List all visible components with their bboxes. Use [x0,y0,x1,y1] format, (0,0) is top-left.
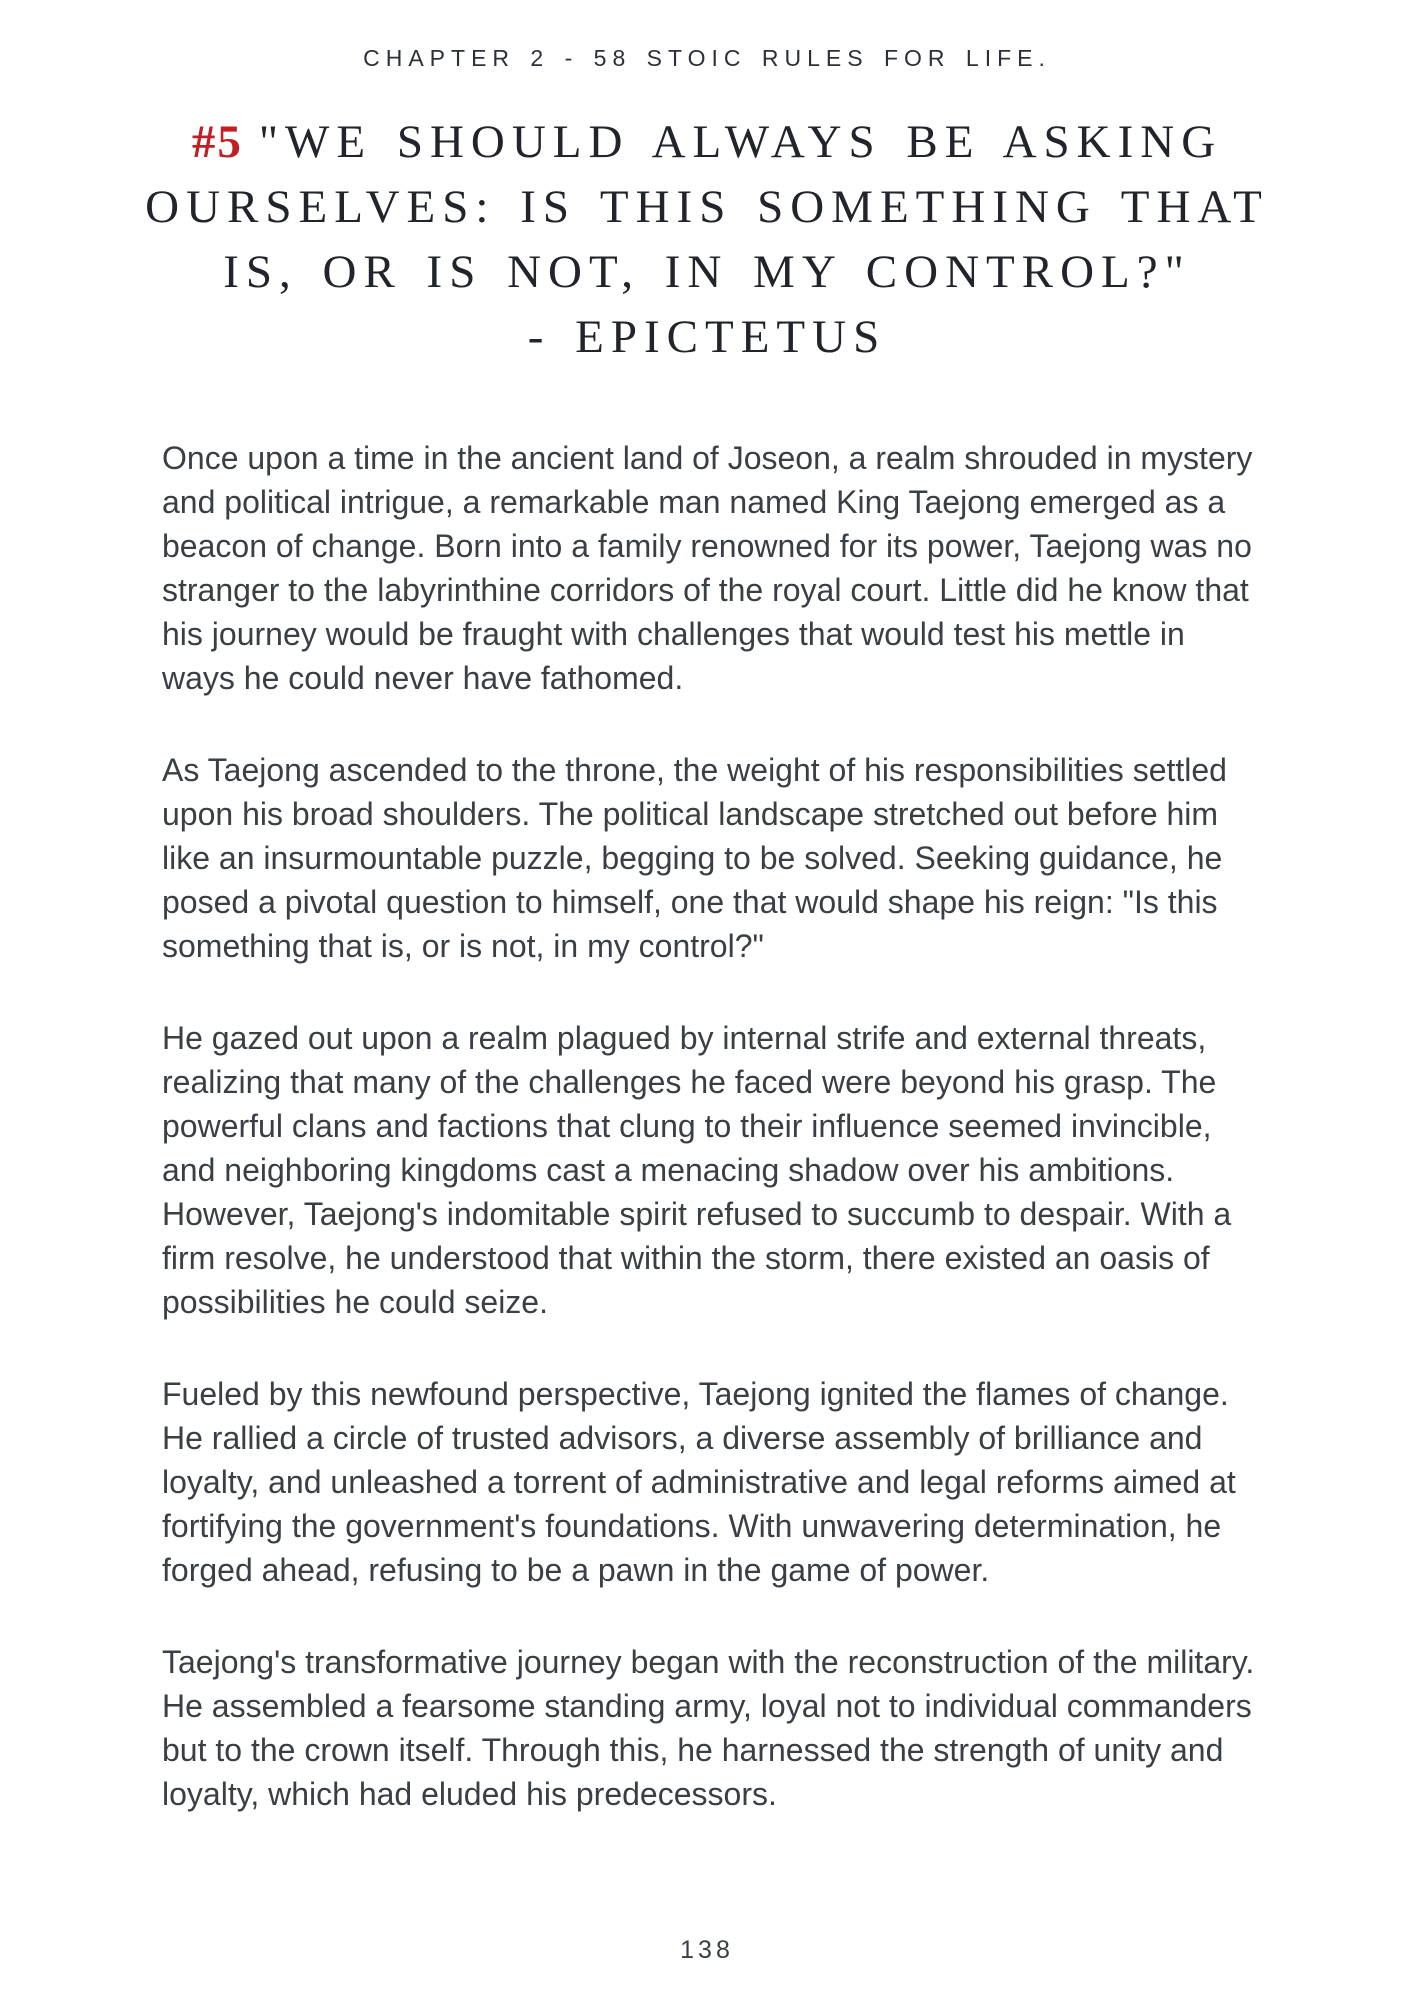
paragraph: As Taejong ascended to the throne, the weight of his responsibilities settled upon his broad shoulders. The political landscape stretched out before him like an insurmountable puzzle, begging to be solved. Seeking guidance, he posed a pivotal question to himself, one that would shape his reign: "Is this something that is, or is not, in my control?" [162,752,1227,964]
page-number: 138 [680,1936,734,1964]
title-author: - EPICTETUS [527,311,887,363]
chapter-header: CHAPTER 2 - 58 STOIC RULES FOR LIFE. [363,45,1051,71]
paragraph: Taejong's transformative journey began with the reconstruction of the military. He assembled a fearsome standing army, loyal not to individual commanders but to the crown itself. Through this, he harnessed the strength of unity and loyalty, which had eluded his predecessors. [162,1644,1255,1812]
title-line-3: IS, OR IS NOT, IN MY CONTROL?" [223,246,1191,298]
title-line-1-text: "WE SHOULD ALWAYS BE ASKING [258,116,1223,168]
chapter-title [0,110,1414,370]
rule-number: #5 [191,116,243,168]
paragraph: Once upon a time in the ancient land of Joseon, a realm shrouded in mystery and political intrigue, a remarkable man named King Taejong emerged as a beacon of change. Born into a family renowned for its power, Taejong was no stranger to the labyrinthine corridors of the royal court. Little did he know that his journey would be fraught with challenges that would test his mettle in ways he could never have fathomed. [162,440,1253,696]
body-text [162,436,1264,1816]
title-line-1 [0,110,1414,175]
paragraph: Fueled by this newfound perspective, Taejong ignited the flames of change. He rallied a circle of trusted advisors, a diverse assembly of brilliance and loyalty, and unleashed a torrent of administrative and legal reforms aimed at fortifying the government's foundations. With unwavering determination, he forged ahead, refusing to be a pawn in the game of power. [162,1376,1236,1588]
title-line-2: OURSELVES: IS THIS SOMETHING THAT [145,181,1269,233]
paragraph: He gazed out upon a realm plagued by internal strife and external threats, realizing that many of the challenges he faced were beyond his grasp. The powerful clans and factions that clung to their influence seemed invincible, and neighboring kingdoms cast a menacing shadow over his ambitions. However, Taejong's indomitable spirit refused to succumb to despair. With a firm resolve, he understood that within the storm, there existed an oasis of possibilities he could seize. [162,1020,1232,1320]
